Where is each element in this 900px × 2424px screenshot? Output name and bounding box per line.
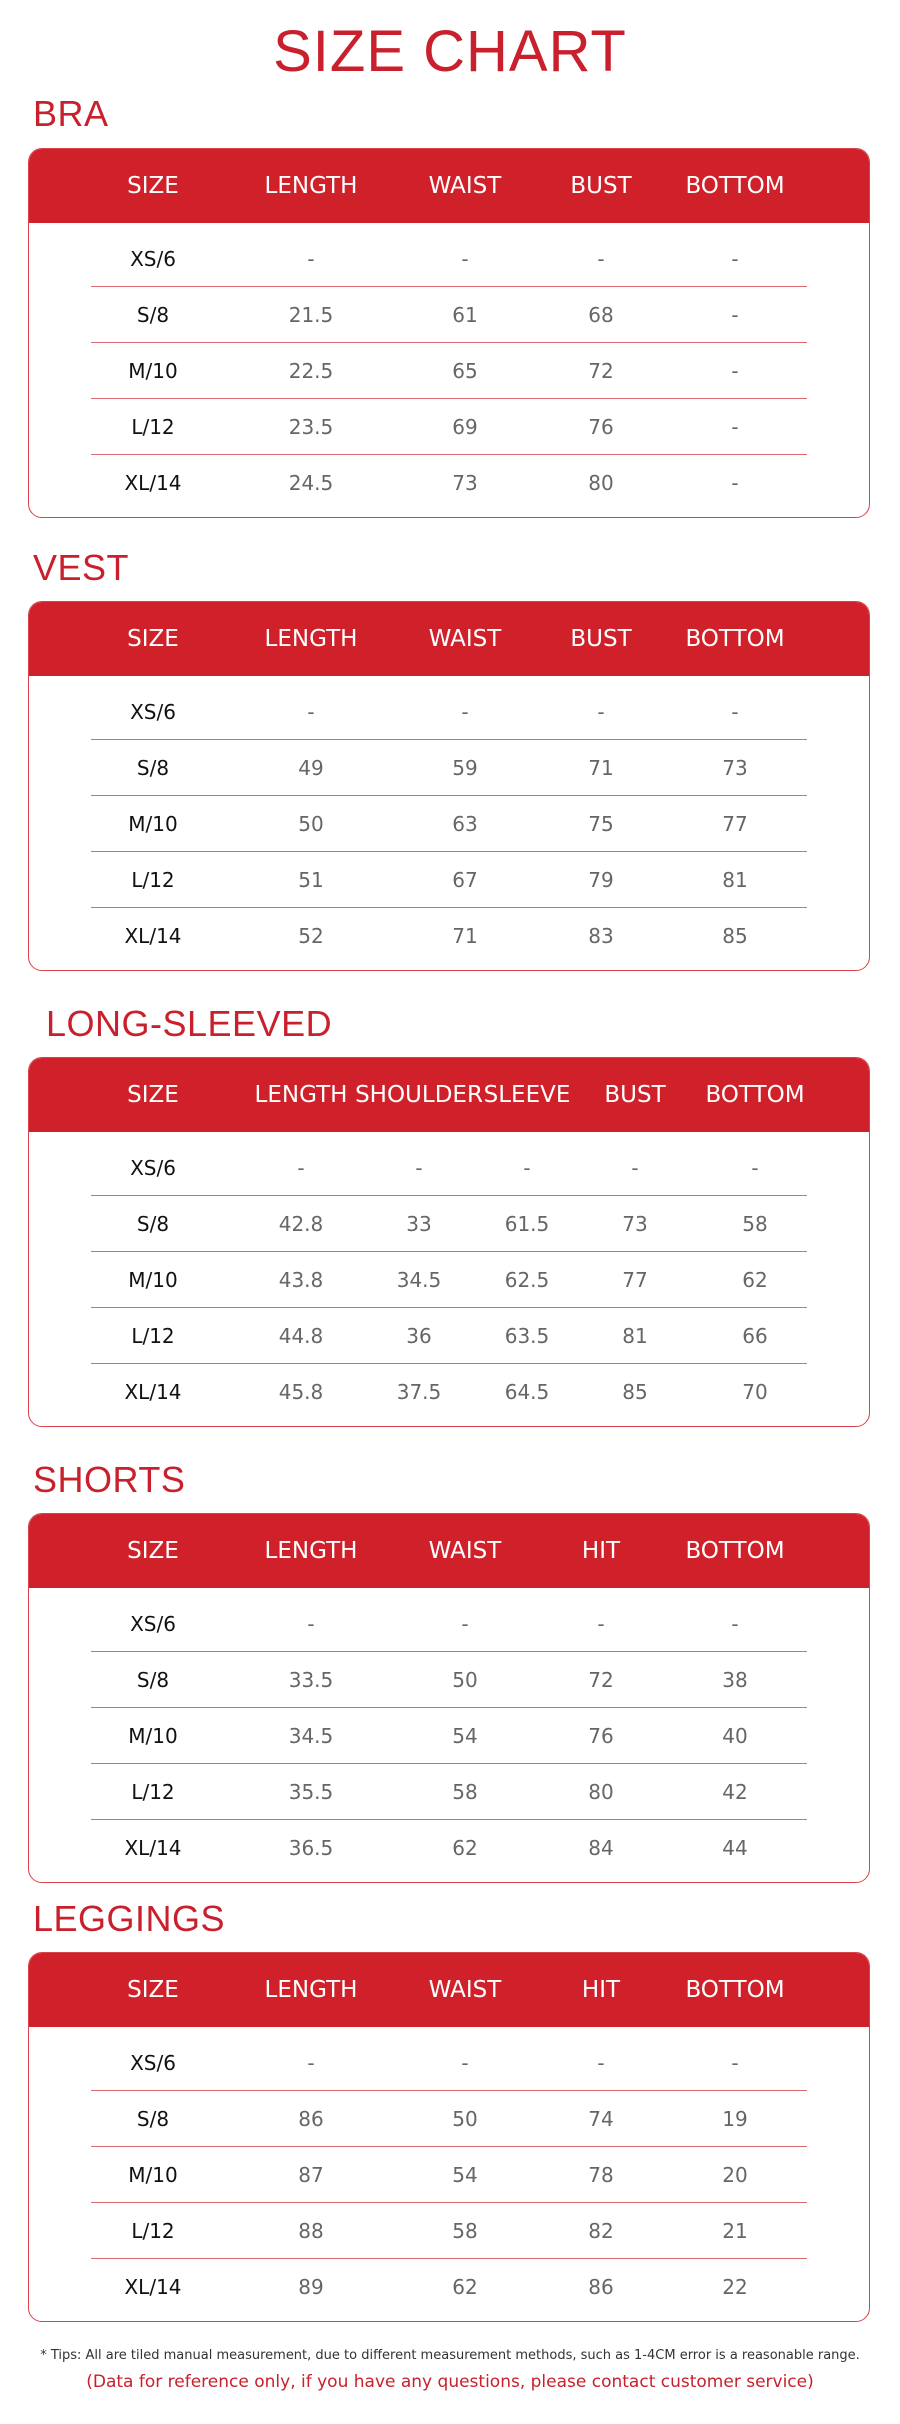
measurement-value: 66 (742, 1324, 768, 1348)
measurement-value: 40 (722, 1724, 748, 1748)
table-row (29, 740, 869, 796)
table-header (29, 602, 869, 676)
measurement-value: 52 (298, 924, 324, 948)
size-label: L/12 (131, 1780, 175, 1804)
size-table-long-sleeved (28, 1057, 870, 1427)
measurement-value: - (597, 700, 605, 724)
column-header: LENGTH (254, 1082, 348, 1108)
table-row (29, 1140, 869, 1196)
column-header: BUST (570, 626, 632, 652)
measurement-value: 77 (622, 1268, 648, 1292)
size-label: L/12 (131, 868, 175, 892)
measurement-value: 42.8 (278, 1212, 324, 1236)
measurement-value: 86 (588, 2275, 614, 2299)
measurement-value: 88 (298, 2219, 324, 2243)
measurement-value: 72 (588, 359, 614, 383)
size-table-vest (28, 601, 870, 971)
column-header: BUST (604, 1082, 666, 1108)
measurement-value: - (731, 700, 739, 724)
size-label: XS/6 (130, 1612, 176, 1636)
column-header: SIZE (127, 1977, 179, 2003)
measurement-value: 84 (588, 1836, 614, 1860)
column-header: LENGTH (264, 173, 358, 199)
measurement-value: 36.5 (288, 1836, 334, 1860)
size-label: M/10 (128, 359, 178, 383)
size-label: XS/6 (130, 1156, 176, 1180)
table-row (29, 1764, 869, 1820)
size-table-bra (28, 148, 870, 518)
measurement-value: 86 (298, 2107, 324, 2131)
measurement-value: 43.8 (278, 1268, 324, 1292)
measurement-value: 34.5 (288, 1724, 334, 1748)
measurement-value: - (751, 1156, 759, 1180)
measurement-value: - (597, 1612, 605, 1636)
section-title-leggings: LEGGINGS (33, 1898, 226, 1939)
size-label: M/10 (128, 2163, 178, 2187)
measurement-value: 61.5 (504, 1212, 550, 1236)
measurement-value: - (731, 1612, 739, 1636)
measurement-value: 71 (588, 756, 614, 780)
measurement-value: - (597, 2051, 605, 2075)
measurement-value: 62 (742, 1268, 768, 1292)
measurement-value: 58 (452, 1780, 478, 1804)
column-header: BOTTOM (685, 1538, 785, 1564)
measurement-value: 44 (722, 1836, 748, 1860)
table-row (29, 343, 869, 399)
page-title: SIZE CHART (273, 19, 627, 84)
size-table-shorts (28, 1513, 870, 1883)
table-row (29, 399, 869, 455)
table-row (29, 796, 869, 852)
measurement-value: 73 (452, 471, 478, 495)
measurement-value: 58 (742, 1212, 768, 1236)
measurement-value: - (461, 700, 469, 724)
column-header: SIZE (127, 173, 179, 199)
measurement-value: - (597, 247, 605, 271)
measurement-value: 82 (588, 2219, 614, 2243)
column-header: BOTTOM (705, 1082, 805, 1108)
measurement-value: 64.5 (504, 1380, 550, 1404)
tips-text: * Tips: All are tiled manual measurement, due to different measurement methods, such as 1-4CM error is a reasonable range. (40, 2348, 860, 2363)
measurement-value: 45.8 (278, 1380, 324, 1404)
measurement-value: 33.5 (288, 1668, 334, 1692)
measurement-value: - (731, 303, 739, 327)
column-header: SIZE (127, 1538, 179, 1564)
size-label: L/12 (131, 2219, 175, 2243)
measurement-value: 79 (588, 868, 614, 892)
measurement-value: 54 (452, 1724, 478, 1748)
measurement-value: 35.5 (288, 1780, 334, 1804)
size-label: M/10 (128, 1724, 178, 1748)
size-label: M/10 (128, 812, 178, 836)
measurement-value: 81 (622, 1324, 648, 1348)
column-header: LENGTH (264, 1538, 358, 1564)
measurement-value: 73 (722, 756, 748, 780)
measurement-value: 73 (622, 1212, 648, 1236)
measurement-value: 72 (588, 1668, 614, 1692)
measurement-value: 61 (452, 303, 478, 327)
table-header (29, 1953, 869, 2027)
size-label: L/12 (131, 1324, 175, 1348)
measurement-value: 63.5 (504, 1324, 550, 1348)
column-header: BOTTOM (685, 626, 785, 652)
table-row (29, 1708, 869, 1764)
measurement-value: 22.5 (288, 359, 334, 383)
table-row (29, 2203, 869, 2259)
column-header: LENGTH (264, 1977, 358, 2003)
measurement-value: 50 (452, 2107, 478, 2131)
measurement-value: 19 (722, 2107, 748, 2131)
size-label: XS/6 (130, 2051, 176, 2075)
measurement-value: 85 (722, 924, 748, 948)
table-row (29, 1652, 869, 1708)
size-table-leggings (28, 1952, 870, 2322)
measurement-value: 85 (622, 1380, 648, 1404)
column-header: WAIST (428, 626, 502, 652)
measurement-value: 80 (588, 1780, 614, 1804)
measurement-value: 67 (452, 868, 478, 892)
size-label: XS/6 (130, 700, 176, 724)
size-label: XS/6 (130, 247, 176, 271)
measurement-value: 71 (452, 924, 478, 948)
measurement-value: 81 (722, 868, 748, 892)
size-label: XL/14 (124, 2275, 182, 2299)
size-label: XL/14 (124, 1380, 182, 1404)
section-title-shorts: SHORTS (33, 1459, 186, 1500)
size-label: S/8 (136, 756, 170, 780)
measurement-value: 62.5 (504, 1268, 550, 1292)
measurement-value: 44.8 (278, 1324, 324, 1348)
measurement-value: 63 (452, 812, 478, 836)
measurement-value: 62 (452, 2275, 478, 2299)
measurement-value: - (307, 2051, 315, 2075)
measurement-value: 80 (588, 471, 614, 495)
measurement-value: 69 (452, 415, 478, 439)
measurement-value: 33 (406, 1212, 432, 1236)
measurement-value: 87 (298, 2163, 324, 2187)
column-header: LENGTH (264, 626, 358, 652)
measurement-value: - (415, 1156, 423, 1180)
measurement-value: 76 (588, 1724, 614, 1748)
column-header: BOTTOM (685, 173, 785, 199)
measurement-value: 75 (588, 812, 614, 836)
measurement-value: 58 (452, 2219, 478, 2243)
measurement-value: - (461, 1612, 469, 1636)
measurement-value: 59 (452, 756, 478, 780)
measurement-value: 77 (722, 812, 748, 836)
size-label: S/8 (136, 1668, 170, 1692)
table-row (29, 231, 869, 287)
measurement-value: 54 (452, 2163, 478, 2187)
measurement-value: 21 (722, 2219, 748, 2243)
measurement-value: 21.5 (288, 303, 334, 327)
measurement-value: - (307, 1612, 315, 1636)
table-row (29, 1252, 869, 1308)
column-header: BOTTOM (685, 1977, 785, 2003)
measurement-value: 78 (588, 2163, 614, 2187)
size-label: S/8 (136, 1212, 170, 1236)
measurement-value: 68 (588, 303, 614, 327)
measurement-value: - (461, 2051, 469, 2075)
measurement-value: 70 (742, 1380, 768, 1404)
measurement-value: - (631, 1156, 639, 1180)
table-row (29, 852, 869, 908)
column-header: HIT (581, 1977, 621, 2003)
column-header: WAIST (428, 1977, 502, 2003)
table-row (29, 684, 869, 740)
table-header (29, 1058, 869, 1132)
table-row (29, 1308, 869, 1364)
column-header: SHOULDER (355, 1082, 483, 1108)
measurement-value: 37.5 (396, 1380, 442, 1404)
measurement-value: 62 (452, 1836, 478, 1860)
size-label: M/10 (128, 1268, 178, 1292)
size-label: XL/14 (124, 471, 182, 495)
measurement-value: 89 (298, 2275, 324, 2299)
measurement-value: 20 (722, 2163, 748, 2187)
measurement-value: 50 (452, 1668, 478, 1692)
measurement-value: 83 (588, 924, 614, 948)
column-header: SIZE (127, 626, 179, 652)
section-title-long-sleeved: LONG-SLEEVED (46, 1003, 333, 1044)
measurement-value: 38 (722, 1668, 748, 1692)
column-header: HIT (581, 1538, 621, 1564)
table-row (29, 1364, 869, 1420)
measurement-value: - (307, 700, 315, 724)
measurement-value: - (307, 247, 315, 271)
section-title-bra: BRA (33, 93, 109, 134)
table-header (29, 149, 869, 223)
column-header: SIZE (127, 1082, 179, 1108)
size-label: XL/14 (124, 1836, 182, 1860)
size-label: S/8 (136, 303, 170, 327)
table-row (29, 2091, 869, 2147)
measurement-value: 34.5 (396, 1268, 442, 1292)
measurement-value: - (731, 471, 739, 495)
column-header: WAIST (428, 173, 502, 199)
measurement-value: 24.5 (288, 471, 334, 495)
measurement-value: - (297, 1156, 305, 1180)
measurement-value: 36 (406, 1324, 432, 1348)
column-header: SLEEVE (483, 1082, 571, 1108)
table-row (29, 287, 869, 343)
measurement-value: 65 (452, 359, 478, 383)
measurement-value: - (523, 1156, 531, 1180)
measurement-value: 22 (722, 2275, 748, 2299)
table-row (29, 2035, 869, 2091)
measurement-value: - (461, 247, 469, 271)
table-row (29, 1196, 869, 1252)
table-row (29, 1820, 869, 1876)
table-row (29, 1596, 869, 1652)
table-row (29, 908, 869, 964)
measurement-value: - (731, 359, 739, 383)
measurement-value: - (731, 247, 739, 271)
table-row (29, 2259, 869, 2315)
table-row (29, 455, 869, 511)
column-header: BUST (570, 173, 632, 199)
measurement-value: 51 (298, 868, 324, 892)
measurement-value: 76 (588, 415, 614, 439)
measurement-value: 74 (588, 2107, 614, 2131)
measurement-value: 49 (298, 756, 324, 780)
measurement-value: - (731, 415, 739, 439)
column-header: WAIST (428, 1538, 502, 1564)
table-row (29, 2147, 869, 2203)
measurement-value: 42 (722, 1780, 748, 1804)
measurement-value: - (731, 2051, 739, 2075)
size-label: S/8 (136, 2107, 170, 2131)
section-title-vest: VEST (33, 547, 130, 588)
measurement-value: 23.5 (288, 415, 334, 439)
reference-note: (Data for reference only, if you have any questions, please contact customer service) (86, 2372, 814, 2392)
size-label: L/12 (131, 415, 175, 439)
measurement-value: 50 (298, 812, 324, 836)
table-header (29, 1514, 869, 1588)
size-label: XL/14 (124, 924, 182, 948)
